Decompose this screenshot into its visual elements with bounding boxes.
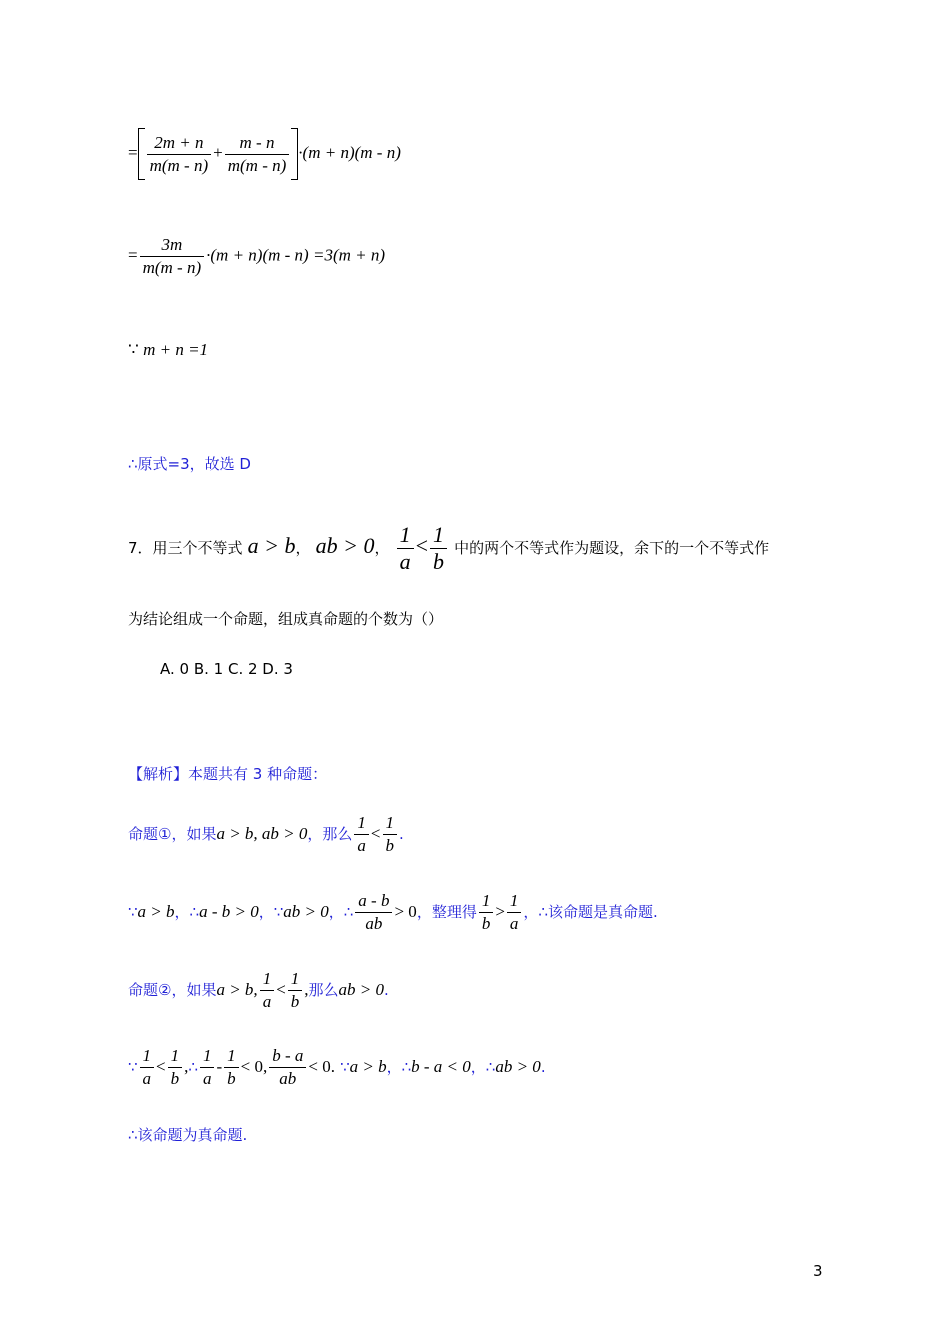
fraction: $\frac{1}{b}$ <box>288 968 303 1013</box>
fraction: $\frac{1}{b}$ <box>383 812 398 857</box>
fraction: $\frac{1}{a}$ <box>260 968 275 1013</box>
equals-sign: = <box>128 142 138 162</box>
reasoning-1: ∵a > b，∴a - b > 0，∵ab > 0，∴ $\frac{a - b}{ab}$ > 0，整理得 $\frac{1}{b}$ > $\frac{1}{a}$ ，∴该命题是真命题. <box>128 891 658 933</box>
fraction: $\frac{1}{b}$ <box>168 1045 183 1090</box>
proposition-1: 命题①，如果a > b, ab > 0，那么 $\frac{1}{a}$ < $\frac{1}{b}$ . <box>128 813 404 855</box>
fraction: $\frac{m - n}{m(m - n)}$ <box>225 132 290 177</box>
equation-step-2: = $\frac{3m}{m(m - n)}$ ·(m + n)(m - n) =3(m + n) <box>128 235 386 277</box>
fraction: $\frac{1}{a}$ <box>354 812 369 857</box>
conclusion: ∴该命题为真命题. <box>128 1126 248 1144</box>
question-7-line-2: 为结论组成一个命题，组成真命题的个数为（） <box>128 610 444 628</box>
answer-line: ∴原式=3，故选 D <box>128 455 251 473</box>
fraction: $\frac{3m}{m(m - n)}$ <box>140 234 205 279</box>
question-7: 7．用三个不等式 a > b， ab > 0， $\frac{1}{a}$ < $\frac{1}{b}$ 中的两个不等式作为题设，余下的一个不等式作 <box>128 522 770 574</box>
fraction: $\frac{1}{a}$ <box>397 522 414 575</box>
fraction: $\frac{1}{b}$ <box>479 890 494 935</box>
fraction: $\frac{1}{b}$ <box>224 1045 239 1090</box>
analysis-title: 【解析】本题共有 3 种命题： <box>128 765 328 783</box>
page-number: 3 <box>813 1262 823 1280</box>
fraction: $\frac{a - b}{ab}$ <box>355 890 392 935</box>
fraction: $\frac{2m + n}{m(m - n)}$ <box>147 132 212 177</box>
fraction: $\frac{1}{a}$ <box>507 890 522 935</box>
proposition-2: 命题②，如果a > b, $\frac{1}{a}$ < $\frac{1}{b}$ ,那么ab > 0. <box>128 969 389 1011</box>
left-bracket <box>138 128 145 180</box>
reasoning-2: ∵ $\frac{1}{a}$ < $\frac{1}{b}$ ,∴ $\frac{1}{a}$ - $\frac{1}{b}$ < 0, $\frac{b - a}{ab}$ < 0. ∵a > b，∴b - a < 0，∴ab > 0. <box>128 1046 546 1088</box>
fraction: $\frac{1}{a}$ <box>140 1045 155 1090</box>
fraction: $\frac{1}{b}$ <box>430 522 447 575</box>
fraction: $\frac{1}{a}$ <box>200 1045 215 1090</box>
equation-step-1: = $\frac{2m + n}{m(m - n)}$ + $\frac{m - n}{m(m - n)}$ ·(m + n)(m - n) <box>128 128 401 180</box>
fraction: $\frac{b - a}{ab}$ <box>269 1045 306 1090</box>
question-7-options: A. 0 B. 1 C. 2 D. 3 <box>160 660 293 678</box>
equation-step-3: ∵ m + n =1 <box>128 340 209 359</box>
